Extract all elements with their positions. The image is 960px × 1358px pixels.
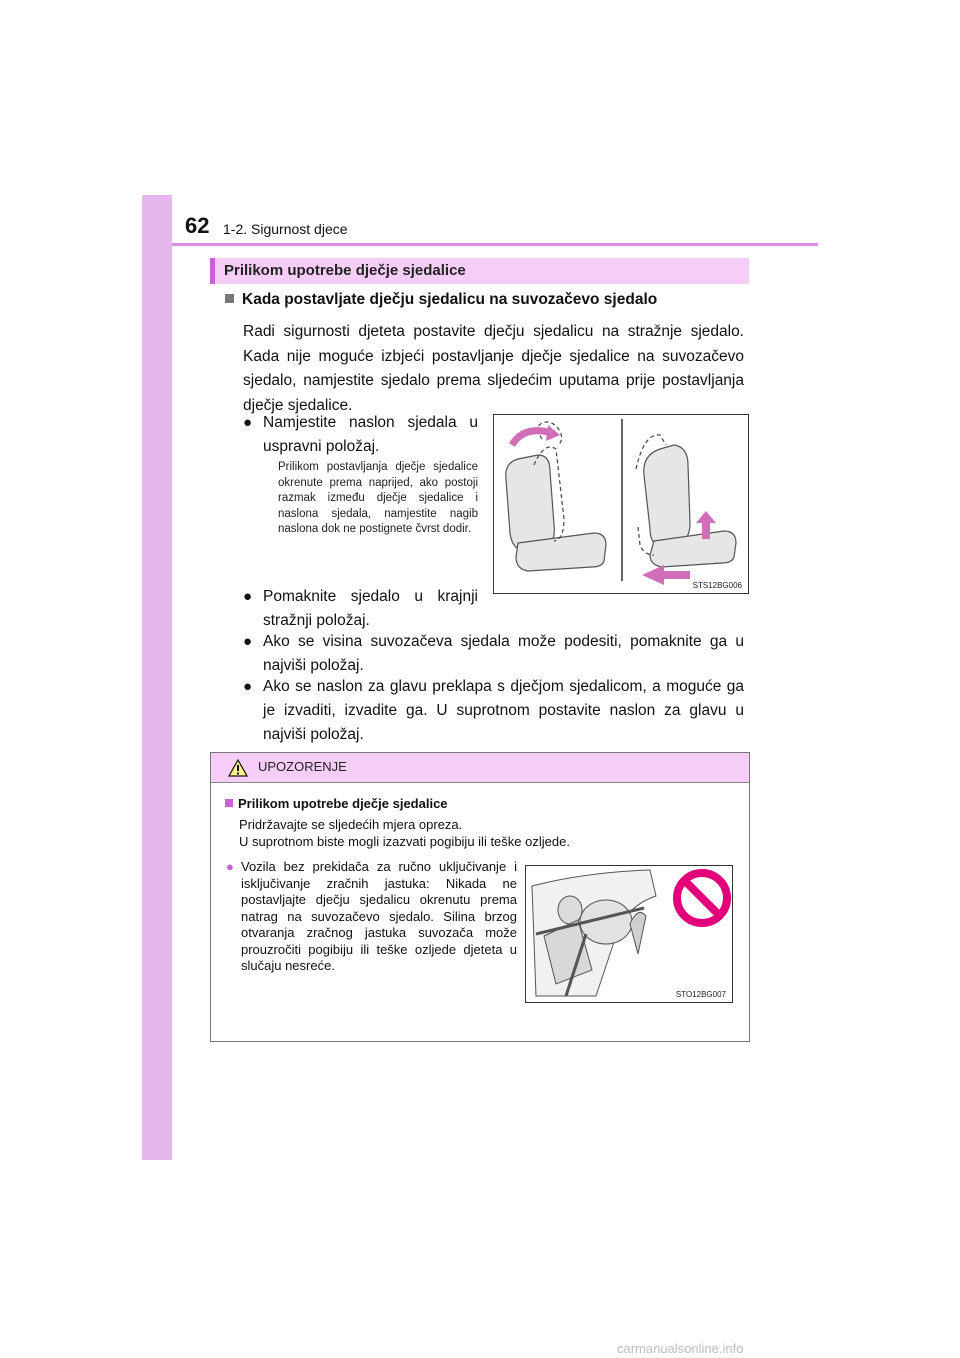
bullet-dot-icon: ● <box>243 588 253 605</box>
section-title: Prilikom upotrebe dječje sjedalice <box>224 262 466 279</box>
step-text: Ako se naslon za glavu preklapa s dječjom sjedalicom, a moguće ga je izvaditi, izvadite ga. U suprotnom postavite naslon za glavu u najviši položaj. <box>263 678 744 743</box>
warning-bullet <box>226 859 517 975</box>
bullet-dot-icon: ● <box>243 414 253 431</box>
step-item <box>243 411 478 459</box>
chapter-sidebar-tab <box>142 195 172 1160</box>
warning-header <box>211 753 749 783</box>
warning-line: U suprotnom biste mogli izazvati pogibiju ili teške ozljede. <box>239 834 570 849</box>
header-rule <box>172 243 818 246</box>
bullet-dot-icon: ● <box>243 678 253 695</box>
step-text: Pomaknite sjedalo u krajnji stražnji položaj. <box>263 588 478 629</box>
warning-label: UPOZORENJE <box>258 759 347 774</box>
square-bullet-icon <box>225 294 234 303</box>
step-item <box>243 585 478 633</box>
airbag-warning-figure <box>525 865 733 1003</box>
warning-box <box>210 752 750 1042</box>
seat-illustration <box>494 415 748 593</box>
warning-triangle-icon <box>228 759 248 777</box>
seat-adjustment-figure <box>493 414 749 594</box>
square-bullet-icon <box>225 799 233 807</box>
intro-paragraph: Radi sigurnosti djeteta postavite dječju sjedalicu na stražnje sjedalo. Kada nije moguće izbjeći postavljanje dječje sjedalice na suvozačevo sjedalo, namjestite sjedalo prema sljedećim uputama prije postavljanja dječje sjedalice. <box>243 323 744 414</box>
page-number: 62 <box>185 213 210 238</box>
bullet-dot-icon: ● <box>243 633 253 650</box>
section-name: 1-2. Sigurnost djece <box>223 221 348 237</box>
step-item <box>243 675 744 747</box>
section-title-bar <box>210 258 749 284</box>
bullet-dot-icon: ● <box>226 859 234 874</box>
step-item <box>243 630 744 678</box>
step-note: Prilikom postavljanja dječje sjedalice okrenute prema naprijed, ako postoji razmak između dječje sjedalice i naslona sjedala, namjestite nagib naslona dok ne postignete čvrst dodir. <box>278 461 478 536</box>
subheading-text: Kada postavljate dječju sjedalicu na suvozačevo sjedalo <box>242 291 658 308</box>
airbag-child-seat-illustration <box>526 866 732 1002</box>
subheading <box>225 291 657 309</box>
warning-subheading-text: Prilikom upotrebe dječje sjedalice <box>238 796 448 811</box>
warning-bullet-text: Vozila bez prekidača za ručno uključivanje i isključivanje zračnih jastuka: Nikada ne postavljajte dječju sjedalicu okrenutu prema natrag na suvozačevo sjedalo. Silina brzog otvaranja zračnog jastuka suvozača može prouzročiti pogibiju ili teške ozljede djeteta u slučaju nesreće. <box>241 859 517 973</box>
warning-subheading <box>225 796 448 811</box>
figure-code: STO12BG007 <box>675 990 726 999</box>
section-accent <box>210 258 215 284</box>
warning-line: Pridržavajte se sljedećih mjera opreza. <box>239 817 463 832</box>
step-text: Namjestite naslon sjedala u uspravni položaj. <box>263 414 478 455</box>
figure-code: STS12BG006 <box>692 581 742 590</box>
step-text: Ako se visina suvozačeva sjedala može podesiti, pomaknite ga u najviši položaj. <box>263 633 744 674</box>
watermark-footer: carmanualsonline.info <box>617 1341 744 1356</box>
